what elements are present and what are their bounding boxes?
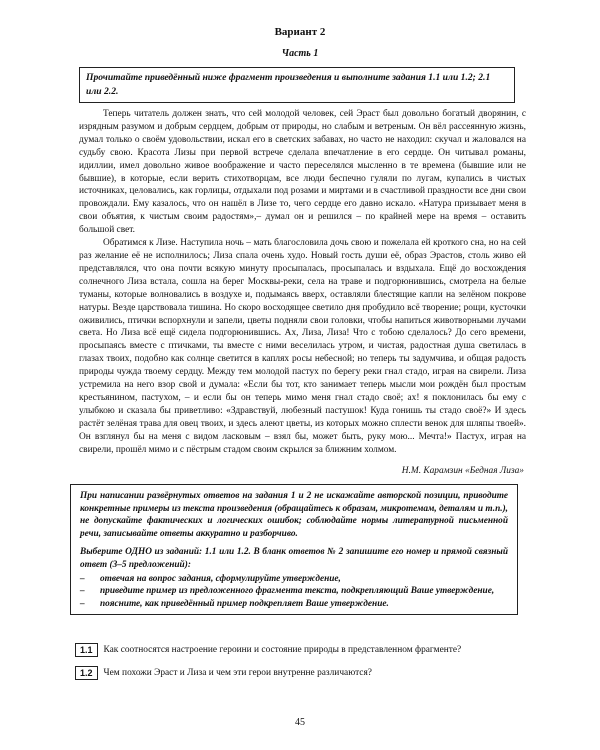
task-1-2 <box>75 666 372 680</box>
task-1-1 <box>75 643 461 657</box>
requirements-list <box>80 573 508 611</box>
requirements-item: – отвечая на вопрос задания, сформулируйте утверждение, <box>80 573 341 584</box>
variant-title: Вариант 2 <box>274 26 326 38</box>
instruction-box: Прочитайте приведённый ниже фрагмент произведения и выполните задания 1.1 или 1.2; 2.1 или 2.2. <box>79 67 515 103</box>
task-number-badge: 1.2 <box>75 666 98 680</box>
task-question: Чем похожи Эраст и Лиза и чем эти герои внутренне различаются? <box>103 668 372 678</box>
requirements-intro: При написании развёрнутых ответов на задания 1 и 2 не искажайте авторской позиции, приводите конкретные примеры из текста произведения (обращайтесь к образам, микротемам, деталям и т.п.), не допускайте фактических и логических ошибок; соблюдайте нормы литературной письменной речи, записывайте ответы аккуратно и разборчиво. <box>80 491 508 539</box>
requirements-box <box>70 484 518 615</box>
dash-glyph: – <box>80 598 85 609</box>
requirements-item: – приведите пример из предложенного фрагмента текста, подкрепляющий Ваше утверждение, <box>80 586 495 597</box>
passage-attribution: Н.М. Карамзин «Бедная Лиза» <box>401 466 524 476</box>
dash-glyph: – <box>80 586 85 597</box>
part-title: Часть 1 <box>281 48 319 59</box>
passage-paragraph-1: Теперь читатель должен знать, что сей молодой человек, сей Эраст был довольно богатый дворянин, с изрядным разумом и добрым сердцем, добрым от природы, но слабым и ветреным. Он вёл рассеянную жизнь, думал только о своём удовольствии, искал его в светских забавах, но часто не находил: скучал и жаловался на судьбу свою. Красота Лизы при первой встрече сделала впечатление в его сердце. Он читывал романы, идиллии, имел довольно живое воображение и часто переселялся мысленно в те времена (бывшие или не бывшие), в которые, если верить стихотворцам, все люди беспечно гуляли по лугам, купались в чистых источниках, целовались, как горлицы, отдыхали под розами и миртами и в счастливой праздности все дни свои провождали. Ему казалось, что он нашёл в Лизе то, чего сердце его давно искало. «Натура призывает меня в свои объятия, к чистым своим радостям»,– думал он и решился – по крайней мере на время – оставить большой свет. <box>79 109 526 236</box>
requirements-item: – поясните, как приведённый пример подкрепляет Ваше утверждение. <box>80 598 389 609</box>
dash-glyph: – <box>80 573 85 584</box>
page-number: 45 <box>295 717 305 728</box>
task-question: Как соотносятся настроение героини и состояние природы в представленном фрагменте? <box>103 645 462 655</box>
passage-paragraph-2: Обратимся к Лизе. Наступила ночь – мать благословила дочь свою и пожелала ей кроткого сна, но на сей раз желание её не исполнилось; Лиза спала очень худо. Новый гость души её, образ Эрастов, столь живо ей представлялся, что она почти всякую минуту просыпалась, просыпалась и вздыхала. Ещё до восхождения солнечного Лиза встала, сошла на берег Москвы-реки, села на траве и подгорюнившись, смотрела на белые туманы, которые волновались в воздухе и, подымаясь вверх, оставляли блестящие капли на зелёном покрове натуры. Везде царствовала тишина. Но скоро восходящее светило дня пробудило всё творение; рощи, кусточки оживились, птички вспорхнули и запели, цветы подняли свои головки, чтобы напиться животворными лучами света. Но Лиза всё ещё сидела подгорюнившись. Ах, Лиза, Лиза! Что с тобою сделалось? До сего времени, просыпаясь вместе с птичками, ты вместе с ними веселилась утром, и чистая, радостная душа светилась в глазах твоих, подобно как солнце светится в каплях росы небесной; но теперь ты задумчива, и общая радость природы чужда твоему сердцу. Между тем молодой пастух по берегу реки гнал стадо, играя на свирели. Лиза устремила на него взор свой и думала: «Если бы тот, кто занимает теперь мысли мои рождён был простым крестьянином, пастухом, – и если бы он теперь мимо меня гнал стадо своё; ах! я поклонилась бы ему с улыбкою и сказала бы приветливо: «Здравствуй, любезный пастушок! Куда гонишь ты стадо своё?» И здесь растёт зелёная трава для овец твоих, и здесь алеют цветы, из которых можно сплести венок для шляпы твоей». Он взглянул бы на меня с видом ласковым – взял бы, может быть, руку мою... Мечта!» Пастух, играя на свирели, прошёл мимо и с пёстрым стадом своим скрылся за ближним холмом. <box>79 238 526 455</box>
literary-passage <box>79 108 526 456</box>
task-number-badge: 1.1 <box>75 643 98 657</box>
requirements-choose: Выберите ОДНО из заданий: 1.1 или 1.2. В бланк ответов № 2 запишите его номер и прямой связный ответ (3–5 предложений): <box>80 547 508 570</box>
